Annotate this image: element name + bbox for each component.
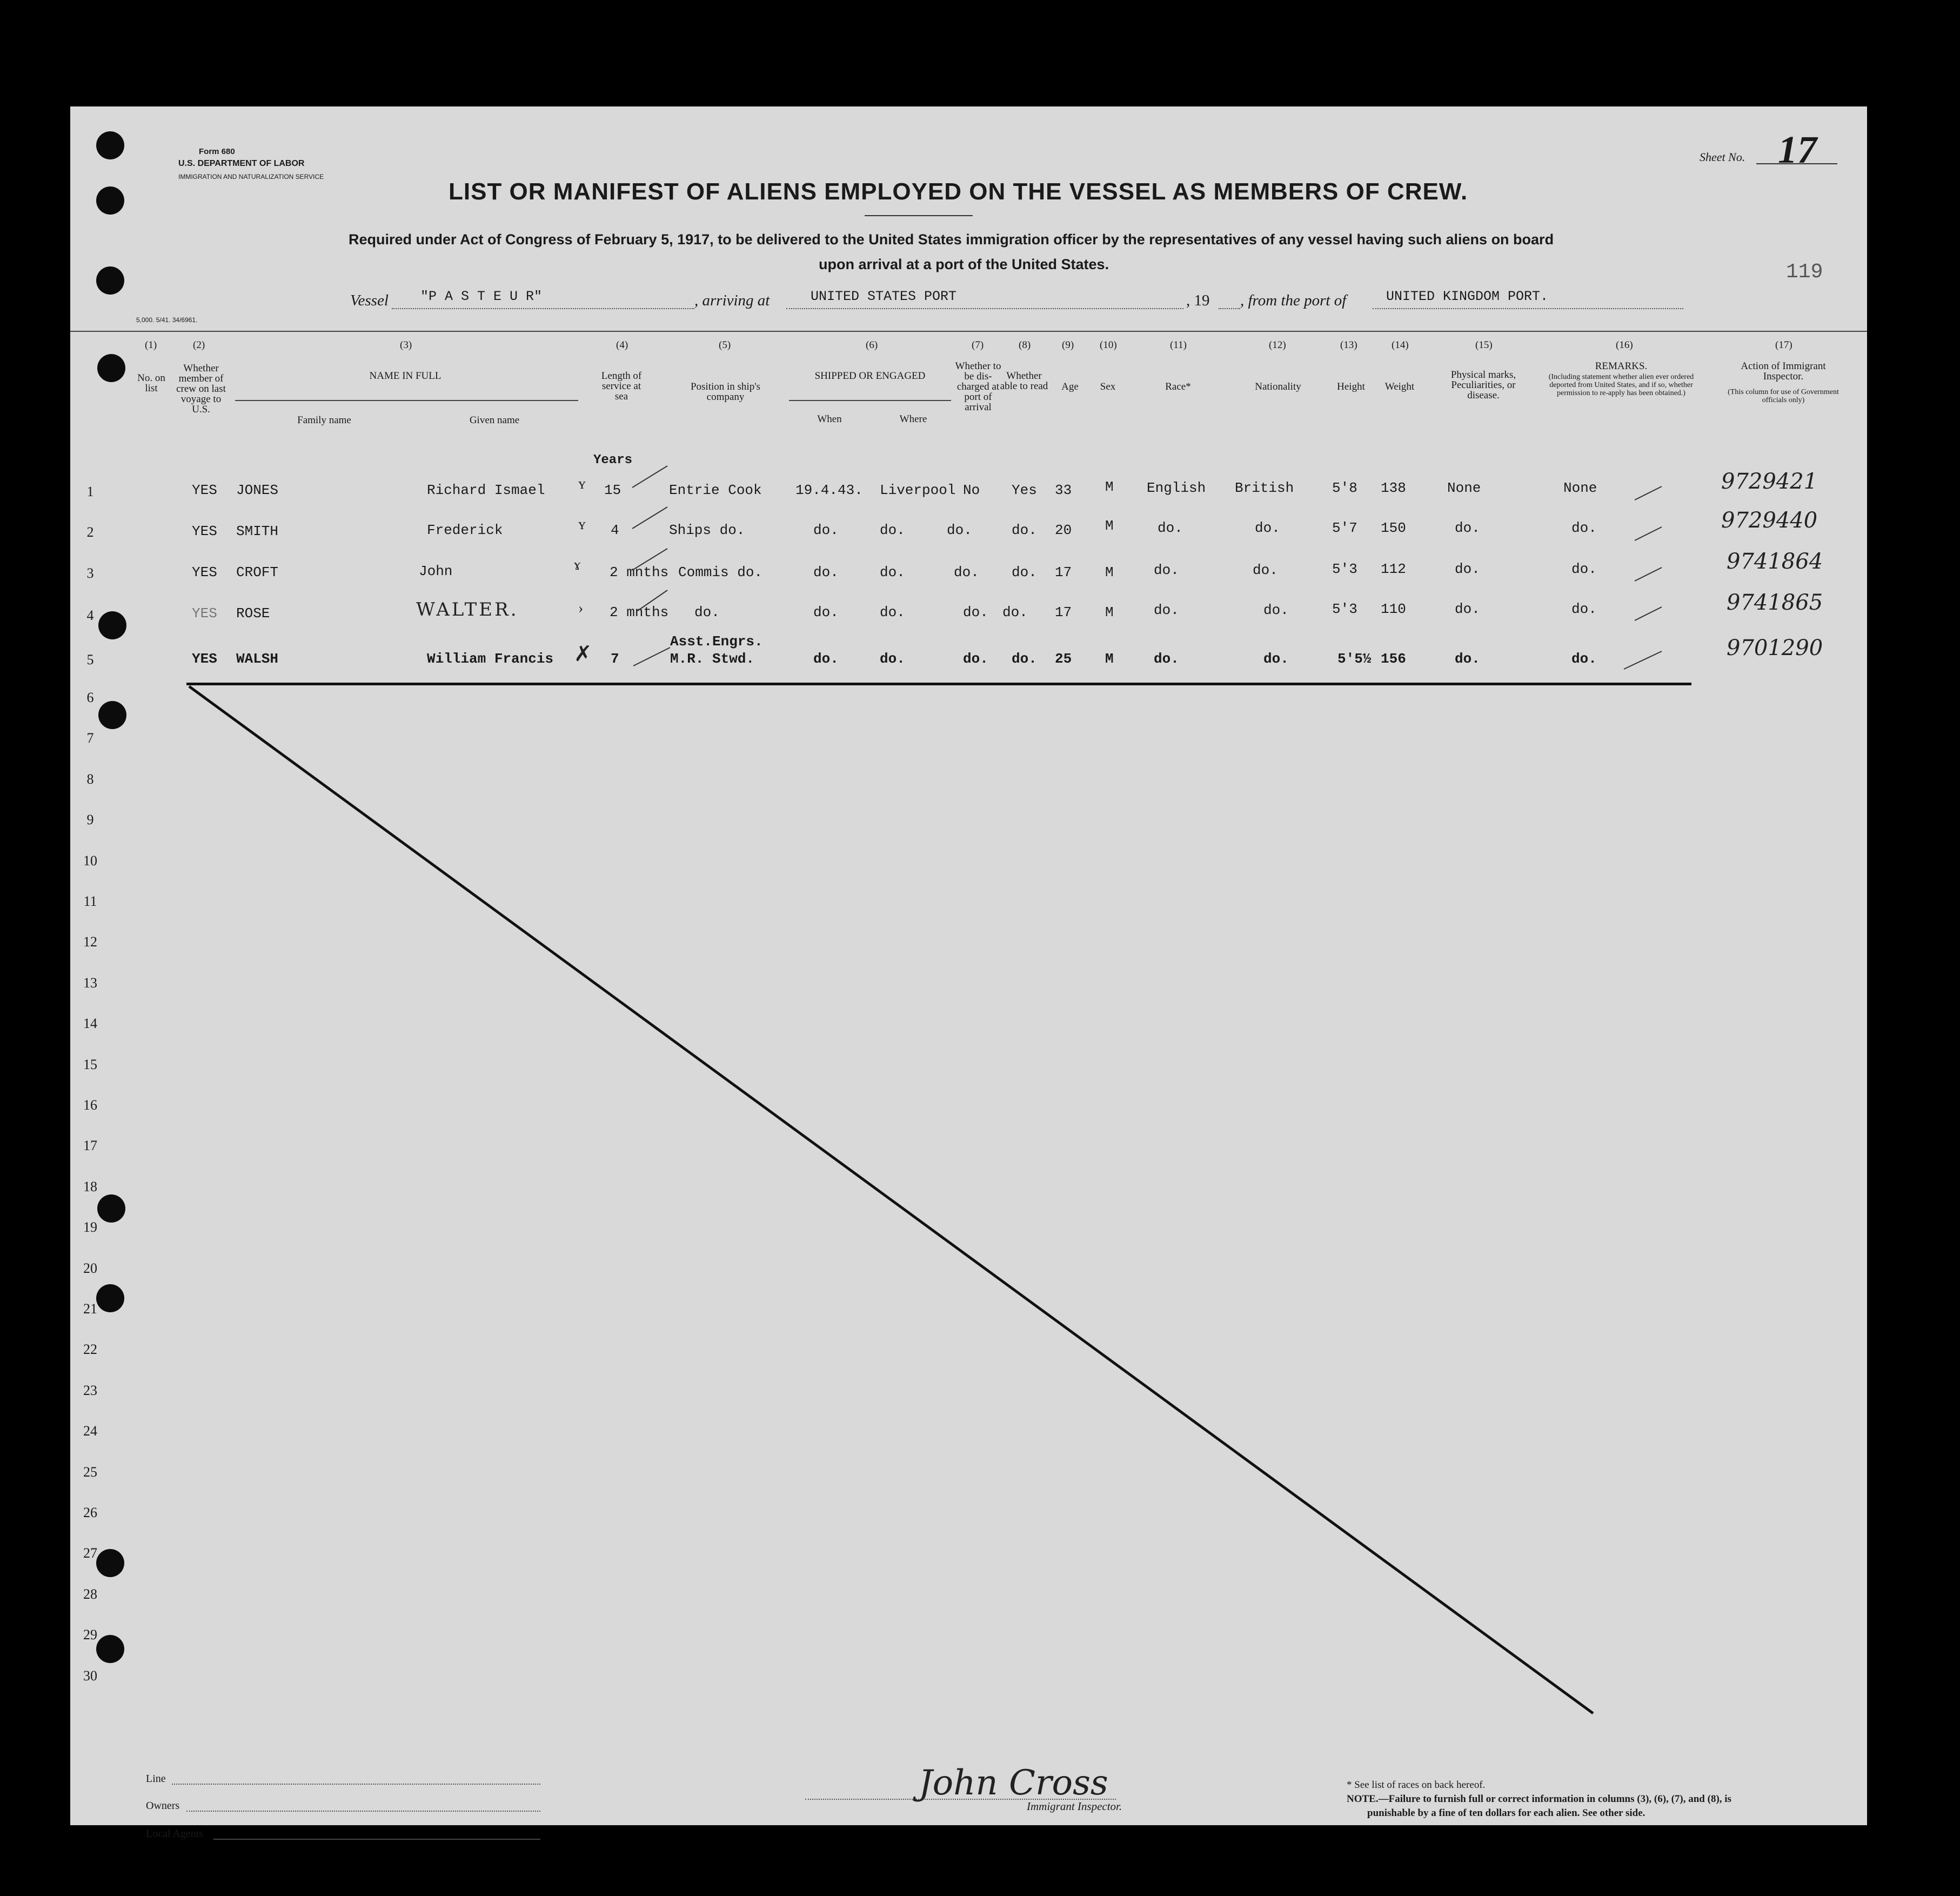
col-head-nationality: Nationality xyxy=(1255,381,1301,392)
col-num-8: (8) xyxy=(1019,339,1031,351)
row-number: 13 xyxy=(83,974,97,991)
col-head-shipped: SHIPPED OR ENGAGED xyxy=(814,370,926,382)
col-head-given-name: Given name xyxy=(469,415,520,426)
cell-remarks: None xyxy=(1563,480,1597,496)
row-number: 2 xyxy=(86,524,94,540)
note-line-2: punishable by a fine of ten dollars for each alien. See other side. xyxy=(1367,1807,1645,1819)
cell-remarks: do. xyxy=(1571,601,1597,617)
col-num-16: (16) xyxy=(1616,339,1633,351)
col-head-action: Action of Immigrant Inspector. xyxy=(1741,360,1826,382)
cell-family-name: CROFT xyxy=(236,564,279,580)
col-head-where: Where xyxy=(899,413,927,425)
cell-age: 33 xyxy=(1055,482,1072,498)
cell-crew: YES xyxy=(192,651,217,667)
col-head-read: Whether able to read xyxy=(1000,370,1048,392)
row-number: 22 xyxy=(83,1341,97,1358)
cell-where: Liverpool xyxy=(880,482,956,498)
cell-given-name: John xyxy=(419,563,453,579)
cell-age: 20 xyxy=(1055,522,1072,538)
cell-marks: None xyxy=(1447,480,1481,496)
row-number: 19 xyxy=(83,1219,97,1236)
col-head-position: Position in ship's company xyxy=(690,381,761,403)
cell-race: do. xyxy=(1154,562,1179,578)
vessel-label: Vessel xyxy=(350,292,389,309)
row-number: 14 xyxy=(83,1016,97,1032)
cell-race: English xyxy=(1147,480,1206,496)
cell-race: do. xyxy=(1158,520,1183,536)
row-number: 23 xyxy=(83,1382,97,1398)
cell-position: M.R. Stwd. xyxy=(670,651,755,667)
cell-given-name: WALTER. xyxy=(416,599,519,620)
year-label: , 19 xyxy=(1186,292,1210,309)
cell-height: 5'3 xyxy=(1332,601,1357,617)
col-head-when: When xyxy=(817,413,842,425)
cell-read: Yes xyxy=(1012,482,1037,498)
inspector-label: Immigrant Inspector. xyxy=(1027,1800,1122,1813)
cell-family-name: ROSE xyxy=(236,605,270,622)
cell-service: 15 xyxy=(604,482,621,498)
cell-sex: M xyxy=(1105,604,1114,620)
cell-position: do. xyxy=(694,604,720,620)
cell-discharged: No xyxy=(963,482,980,498)
col-num-15: (15) xyxy=(1475,339,1493,351)
arriving-label: , arriving at xyxy=(694,292,770,309)
page-title: LIST OR MANIFEST OF ALIENS EMPLOYED ON THE VESSEL AS MEMBERS OF CREW. xyxy=(449,178,1468,205)
line-label: Line xyxy=(146,1773,166,1785)
note-line-1: NOTE.—Failure to furnish full or correct information in columns (3), (6), (7), and (8), is xyxy=(1347,1793,1731,1805)
row-number: 5 xyxy=(86,652,94,667)
department-name: U.S. DEPARTMENT OF LABOR xyxy=(178,159,305,168)
cell-given-name: Richard Ismael xyxy=(427,482,545,498)
subtitle-line-2: upon arrival at a port of the United States. xyxy=(819,256,1109,272)
cell-remarks: do. xyxy=(1571,561,1597,577)
cell-discharged: do. xyxy=(954,564,979,580)
row-number: 4 xyxy=(86,607,94,623)
col-head-crew: Whether member of crew on last voyage to U.S. xyxy=(176,363,226,415)
from-port: UNITED KINGDOM PORT. xyxy=(1386,289,1549,304)
col-num-1: (1) xyxy=(145,339,157,351)
cell-nationality: do. xyxy=(1263,651,1289,667)
cell-action: 9741865 xyxy=(1727,590,1823,615)
row-number: 11 xyxy=(83,893,97,909)
cell-position: Ships do. xyxy=(669,522,745,538)
col-head-remarks-note: (Including statement whether alien ever ordered deported from United States, and if so, whether permission to re-apply has been obtained.) xyxy=(1548,373,1694,397)
row-number: 15 xyxy=(83,1056,97,1072)
cell-crew: YES xyxy=(192,564,217,580)
cell-action: 9741864 xyxy=(1727,549,1823,574)
cell-sex: M xyxy=(1105,479,1114,495)
cell-height: 5'7 xyxy=(1332,520,1357,536)
inspector-signature: John Cross xyxy=(919,1763,1108,1803)
row-number: 30 xyxy=(83,1667,97,1684)
col-num-6: (6) xyxy=(866,339,878,351)
check-mark: › xyxy=(578,600,584,617)
row-number: 27 xyxy=(83,1545,97,1561)
cell-marks: do. xyxy=(1455,651,1480,667)
cell-race: do. xyxy=(1154,651,1179,667)
cell-position-line1: Asst.Engrs. xyxy=(670,633,763,650)
cell-action: 9729440 xyxy=(1721,508,1818,533)
cancel-diagonal-line xyxy=(189,686,1593,1713)
row-number: 1 xyxy=(86,484,94,499)
cell-weight: 150 xyxy=(1381,520,1406,536)
cell-read: do. xyxy=(1012,564,1037,580)
cell-weight: 110 xyxy=(1381,601,1406,617)
row-number: 8 xyxy=(86,771,94,787)
print-code: 5,000. 5/41. 34/6961. xyxy=(136,316,198,324)
cell-discharged: do. xyxy=(947,522,972,538)
col-num-10: (10) xyxy=(1100,339,1117,351)
col-head-marks: Physical marks, Peculiarities, or disease. xyxy=(1450,369,1516,401)
check-mark: ✗ xyxy=(574,642,592,666)
cell-where: do. xyxy=(880,604,905,620)
cell-service: 7 xyxy=(611,651,619,667)
col-num-13: (13) xyxy=(1340,339,1357,351)
sheet-label: Sheet No. xyxy=(1700,150,1745,164)
cell-age: 17 xyxy=(1055,604,1072,620)
col-head-age: Age xyxy=(1061,381,1079,392)
row-number: 29 xyxy=(83,1627,97,1643)
row-number: 26 xyxy=(83,1505,97,1520)
check-mark: ʏ xyxy=(578,476,586,492)
cell-given-name: Frederick xyxy=(427,522,503,538)
cell-where: do. xyxy=(880,522,905,538)
col-head-remarks: REMARKS. xyxy=(1595,360,1648,372)
cell-weight: 156 xyxy=(1381,651,1406,667)
row-number: 24 xyxy=(83,1423,97,1439)
cell-when: do. xyxy=(813,522,839,538)
cell-weight: 112 xyxy=(1381,561,1406,577)
row-number: 16 xyxy=(83,1097,97,1113)
col-num-2: (2) xyxy=(193,339,205,351)
cell-age: 17 xyxy=(1055,564,1072,580)
cell-family-name: SMITH xyxy=(236,523,279,539)
cell-position: Entrie Cook xyxy=(669,482,762,498)
cell-marks: do. xyxy=(1455,520,1480,536)
cell-height: 5'5½ xyxy=(1337,651,1372,667)
service-name: IMMIGRATION AND NATURALIZATION SERVICE xyxy=(178,173,324,181)
cell-discharged: do. xyxy=(963,604,988,620)
row-number: 21 xyxy=(83,1301,97,1317)
col-head-no: No. on list xyxy=(137,372,165,394)
stamp-number: 119 xyxy=(1786,261,1823,284)
from-label: , from the port of xyxy=(1240,292,1347,309)
races-note: * See list of races on back hereof. xyxy=(1347,1779,1486,1791)
sheet-number: 17 xyxy=(1778,128,1817,171)
cell-service: 2 mnths xyxy=(610,604,669,620)
col-num-3: (3) xyxy=(400,339,412,351)
cell-crew: YES xyxy=(192,482,217,498)
col-head-name: NAME IN FULL xyxy=(369,370,441,382)
cell-when: 19.4.43. xyxy=(795,482,863,498)
cell-sex: M xyxy=(1105,518,1114,534)
cell-read: do. xyxy=(1002,604,1028,620)
cell-when: do. xyxy=(813,564,839,580)
cell-family-name: WALSH xyxy=(236,651,279,667)
cell-discharged: do. xyxy=(963,651,988,667)
cell-height: 5'8 xyxy=(1332,480,1357,496)
cell-when: do. xyxy=(813,651,839,667)
row-number: 12 xyxy=(83,934,97,950)
vessel-name: "P A S T E U R" xyxy=(420,289,543,304)
years-label: Years xyxy=(593,453,633,468)
col-head-service: Length of service at sea xyxy=(601,370,642,402)
cell-where: do. xyxy=(880,651,905,667)
cell-nationality: do. xyxy=(1255,520,1280,536)
cell-marks: do. xyxy=(1455,601,1480,617)
col-head-height: Height xyxy=(1337,381,1365,392)
col-num-17: (17) xyxy=(1775,339,1792,351)
row-number: 20 xyxy=(83,1260,97,1276)
col-num-5: (5) xyxy=(719,339,731,351)
cell-action: 9701290 xyxy=(1727,636,1823,660)
cell-nationality: British xyxy=(1235,480,1294,496)
col-head-action-note: (This column for use of Government officials only) xyxy=(1728,388,1839,404)
cell-sex: M xyxy=(1105,564,1114,580)
row-number: 3 xyxy=(86,565,94,581)
row-number: 7 xyxy=(86,730,94,746)
cell-sex: M xyxy=(1105,651,1114,667)
cell-nationality: do. xyxy=(1253,562,1278,578)
cell-crew: YES xyxy=(192,523,217,539)
row-number: 25 xyxy=(83,1464,97,1480)
cell-nationality: do. xyxy=(1263,602,1289,618)
cell-marks: do. xyxy=(1455,561,1480,577)
cell-family-name: JONES xyxy=(236,482,279,498)
col-head-race: Race* xyxy=(1165,381,1191,392)
cell-read: do. xyxy=(1012,522,1037,538)
row-number: 9 xyxy=(86,812,94,828)
cell-crew: YES xyxy=(192,605,217,622)
cell-read: do. xyxy=(1012,651,1037,667)
cell-action: 9729421 xyxy=(1721,469,1818,494)
cell-race: do. xyxy=(1154,602,1179,618)
form-number: Form 680 xyxy=(199,147,235,156)
row-number: 18 xyxy=(83,1178,97,1194)
col-num-4: (4) xyxy=(616,339,628,351)
row-number: 28 xyxy=(83,1586,97,1602)
col-num-9: (9) xyxy=(1062,339,1074,351)
cell-weight: 138 xyxy=(1381,480,1406,496)
cell-height: 5'3 xyxy=(1332,561,1357,577)
local-agents-label: Local Agents xyxy=(146,1828,204,1840)
col-num-14: (14) xyxy=(1392,339,1409,351)
row-number: 17 xyxy=(83,1138,97,1154)
subtitle-line-1: Required under Act of Congress of February 5, 1917, to be delivered to the United States immigration officer by the representatives of any vessel having such aliens on board xyxy=(349,231,1554,248)
cell-age: 25 xyxy=(1055,651,1072,667)
col-head-family-name: Family name xyxy=(297,415,351,426)
cell-remarks: do. xyxy=(1571,651,1597,667)
cell-service: 4 xyxy=(611,522,619,538)
check-mark: ɤ xyxy=(574,557,581,573)
cell-service: 2 mnths xyxy=(610,564,669,580)
owners-label: Owners xyxy=(146,1800,180,1812)
col-num-11: (11) xyxy=(1170,339,1187,351)
cell-when: do. xyxy=(813,604,839,620)
cell-given-name: William Francis xyxy=(427,651,554,667)
cell-remarks: do. xyxy=(1571,520,1597,536)
col-num-7: (7) xyxy=(972,339,984,351)
col-head-weight: Weight xyxy=(1384,381,1415,392)
col-head-sex: Sex xyxy=(1100,381,1116,392)
arriving-port: UNITED STATES PORT xyxy=(811,289,957,304)
cell-where: do. xyxy=(880,564,905,580)
row-number: 6 xyxy=(86,690,94,705)
row-number: 10 xyxy=(83,852,97,869)
check-mark: ʏ xyxy=(578,516,586,533)
col-head-discharged: Whether to be dis-charged at port of arrival xyxy=(955,360,1001,413)
cell-position: Commis do. xyxy=(678,564,763,580)
col-num-12: (12) xyxy=(1269,339,1286,351)
